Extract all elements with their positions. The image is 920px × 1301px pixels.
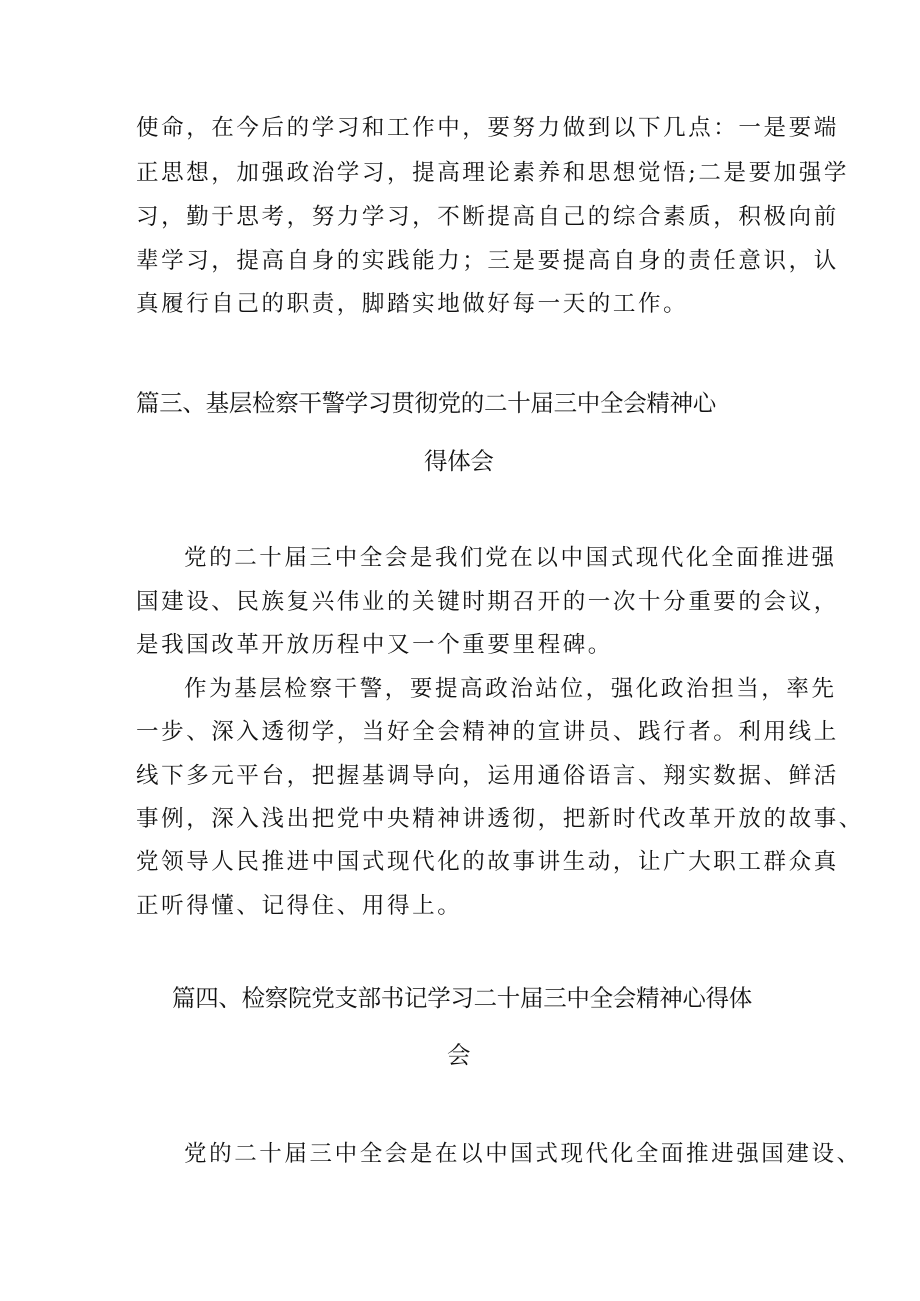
section-heading: 篇四、检察院党支部书记学习二十届三中全会精神心得体 xyxy=(172,984,752,1012)
paragraph-line: 线下多元平台，把握基调导向，运用通俗语言、翔实数据、鲜活 xyxy=(136,763,839,789)
paragraph-line: 使命，在今后的学习和工作中，要努力做到以下几点：一是要端 xyxy=(136,115,839,141)
paragraph-line: 一步、深入透彻学，当好全会精神的宣讲员、践行者。利用线上 xyxy=(136,719,839,745)
paragraph-line: 作为基层检察干警，要提高政治站位，强化政治担当，率先 xyxy=(184,676,837,702)
paragraph-line: 事例，深入浅出把党中央精神讲透彻，把新时代改革开放的故事、 xyxy=(136,806,864,832)
paragraph-line: 党领导人民推进中国式现代化的故事讲生动，让广大职工群众真 xyxy=(136,849,839,875)
paragraph-line: 正听得懂、记得住、用得上。 xyxy=(136,893,463,919)
paragraph-line: 辈学习，提高自身的实践能力；三是要提高自身的责任意识，认 xyxy=(136,248,839,274)
section-heading: 篇三、基层检察干警学习贯彻党的二十届三中全会精神心 xyxy=(136,389,716,417)
paragraph-line: 习，勤于思考，努力学习，不断提高自己的综合素质，积极向前 xyxy=(136,204,839,230)
paragraph-line: 是我国改革开放历程中又一个重要里程碑。 xyxy=(136,632,613,658)
paragraph-line: 党的二十届三中全会是在以中国式现代化全面推进强国建设、 xyxy=(184,1141,862,1167)
paragraph-line: 正思想，加强政治学习，提高理论素养和思想觉悟;二是要加强学 xyxy=(136,160,849,186)
section-heading-continuation: 会 xyxy=(447,1041,471,1069)
paragraph-line: 党的二十届三中全会是我们党在以中国式现代化全面推进强 xyxy=(184,545,837,571)
section-heading-continuation: 得体会 xyxy=(424,447,494,475)
paragraph-line: 真履行自己的职责，脚踏实地做好每一天的工作。 xyxy=(136,291,689,317)
paragraph-line: 国建设、民族复兴伟业的关键时期召开的一次十分重要的会议， xyxy=(136,589,839,615)
